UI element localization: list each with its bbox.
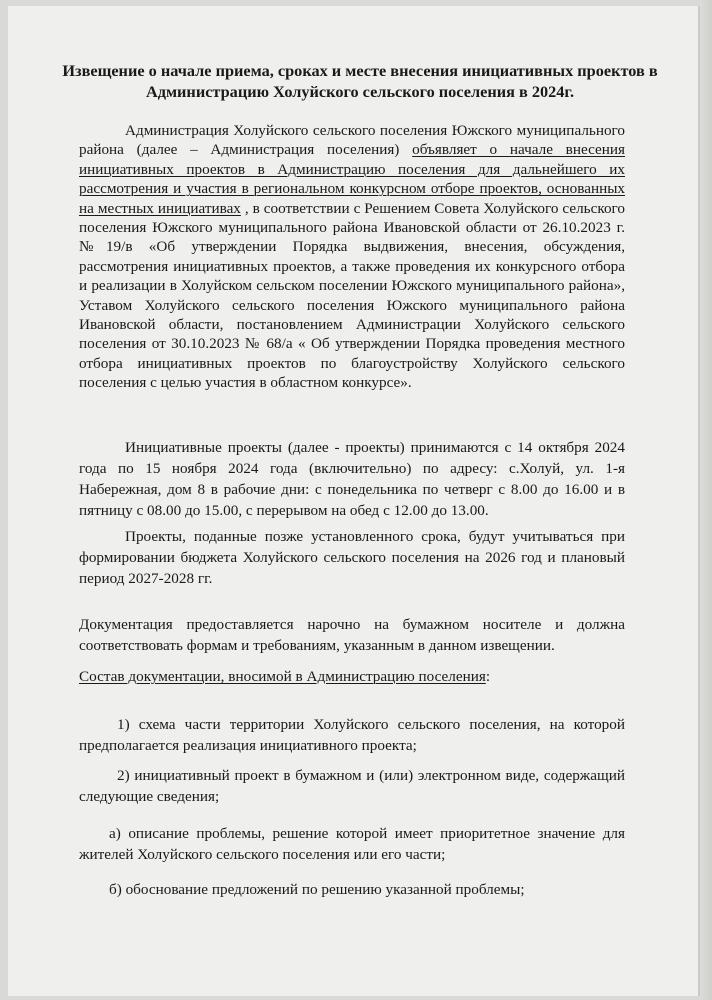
- composition-heading: [79, 667, 625, 686]
- dates-paragraph: Инициативные проекты (далее - проекты) принимаются с 14 октября 2024 года по 15 ноября 2024 года (включительно) по адресу: с.Холуй, ул. 1-я Набережная, дом 8 в рабочие дни: с понедельника по четверг с 8.00 до 16.00 и в пятницу с 08.00 до 15.00, с перерывом на обед с 12.00 до 13.00.: [79, 439, 625, 519]
- intro-paragraph: [79, 121, 625, 393]
- intro-text-1: Администрация Холуйского сельского поселения Южского муниципального района (далее – Администрация поселения): [79, 122, 625, 159]
- document-title: Извещение о начале приема, сроках и месте внесения инициативных проектов в Администрацию Холуйского сельского поселения в 2024г.: [62, 61, 658, 101]
- list-item-b: б) обоснование предложений по решению указанной проблемы;: [109, 881, 525, 898]
- composition-colon: :: [485, 668, 491, 685]
- list-item-1: 1) схема части территории Холуйского сельского поселения, на которой предполагается реализация инициативного проекта;: [79, 716, 625, 754]
- intro-text-2: , в соответствии с Решением Совета Холуйского сельского поселения Южского муниципального района Ивановской области от 26.10.2023 г.№19/в «Об утверждении Порядка выдвижения, внесения, обсуждения, рассмотрения инициативных проектов, а также проведения их конкурсного отбора и реализации в Холуйском сельском поселении Южского муниципального района», Уставом Холуйского сельского поселения Южского муниципального района Ивановской области, постановлением Администрации Холуйского сельского поселения от 30.10.2023 № 68/а « Об утверждении Порядка проведения местного отбора инициативных проектов по благоустройству Холуйского сельского поселения с целью участия в областном конкурсе».: [79, 199, 625, 392]
- scan-edge: [700, 0, 712, 1000]
- late-paragraph: Проекты, поданные позже установленного срока, будут учитываться при формировании бюджета Холуйского сельского поселения на 2026 год и плановый период 2027-2028 гг.: [79, 528, 625, 587]
- composition-heading-text: Состав документации, вносимой в Администрацию поселения: [79, 668, 486, 685]
- list-item-2: 2) инициативный проект в бумажном и (или) электронном виде, содержащий следующие сведения;: [79, 767, 625, 805]
- docs-paragraph: Документация предоставляется нарочно на бумажном носителе и должна соответствовать формам и требованиям, указанным в данном извещении.: [79, 616, 625, 654]
- list-item-a: а) описание проблемы, решение которой имеет приоритетное значение для жителей Холуйского сельского поселения или его части;: [79, 825, 625, 863]
- intro-underlined-text: объявляет о начале внесения инициативных проектов в Администрацию поселения для дальнейшего их рассмотрения и участия в региональном конкурсном отборе проектов, основанных на местных инициативах: [79, 141, 626, 217]
